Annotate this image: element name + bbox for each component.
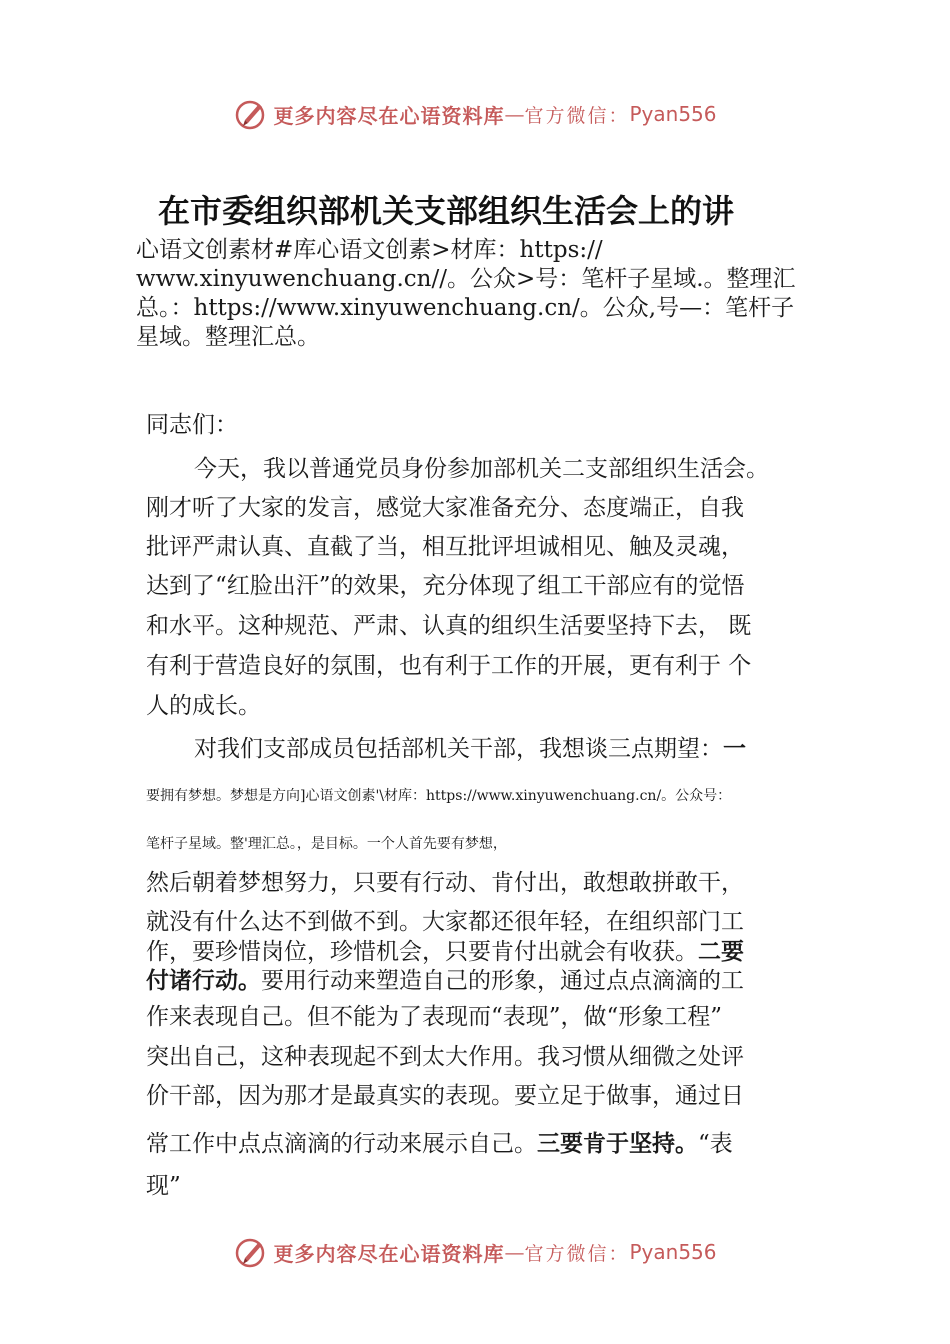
para3-line: 作来表现自己。但不能为了表现而“表现”，做“形象工程”	[146, 1004, 723, 1030]
watermark-main: 更多内容尽在心语资料库	[273, 103, 505, 128]
para3-line: 就没有什么达不到做不到。大家都还很年轻，在组织部门工	[146, 909, 744, 935]
para3-line: 价干部，因为那才是最真实的表现。要立足于做事，通过日	[146, 1083, 744, 1109]
watermark-sep: —	[504, 1240, 525, 1264]
para1-line: 批评严肃认真、直截了当，相互批评坦诚相见、触及灵魂，	[146, 534, 744, 560]
document-title: 在市委组织部机关支部组织生活会上的讲	[158, 192, 735, 230]
para2-intro: 对我们支部成员包括部机关干部，我想谈三点期望：	[194, 736, 723, 762]
salutation: 同志们：	[146, 412, 238, 438]
source-line: 心语文创素材#库心语文创素>材库：https://	[136, 237, 603, 263]
para3-line	[146, 962, 744, 995]
para1-line: 人的成长。	[146, 693, 261, 719]
watermark-sep: —	[504, 102, 525, 126]
para3-bold-action: 付诸行动。	[146, 968, 261, 994]
pen-logo-icon	[233, 96, 269, 132]
para3-line: 然后朝着梦想努力，只要有行动、肯付出，敢想敢拼敢干，	[146, 870, 744, 896]
final-line: 现”	[146, 1173, 181, 1199]
watermark-footer	[0, 1232, 950, 1272]
para1-line: 和水平。这种规范、严肃、认真的组织生活要坚持下去， 既	[146, 613, 752, 639]
source-line: 星域。整理汇总。	[136, 324, 320, 350]
para2-intro-line	[194, 730, 746, 763]
watermark-label: 官方微信：	[524, 104, 630, 127]
para3-line	[146, 1125, 733, 1158]
watermark-main: 更多内容尽在心语资料库	[273, 1241, 505, 1266]
para1-line: 有利于营造良好的氛围，也有利于工作的开展，更有利于 个	[146, 653, 752, 679]
small-line: 要拥有梦想。梦想是方向]心语文创素'\材库：https://www.xinyuwenchuang.cn/。公众号：	[146, 788, 732, 804]
para1-line: 达到了“红脸出汗”的效果，充分体现了组工干部应有的觉悟	[146, 573, 745, 599]
para3-text: 要用行动来塑造自己的形象，通过点点滴滴的工	[261, 968, 744, 994]
watermark-label: 官方微信：	[524, 1242, 630, 1265]
para3-text: 作，要珍惜岗位，珍惜机会，只要肯付出就会有收获。	[146, 939, 698, 965]
para1-line: 刚才听了大家的发言，感觉大家准备充分、态度端正，自我	[146, 495, 744, 521]
pen-logo-icon	[233, 1234, 269, 1270]
para3-line: 突出自己，这种表现起不到太大作用。我习惯从细微之处评	[146, 1044, 744, 1070]
source-notice	[136, 236, 836, 352]
para1-line: 今天，我以普通党员身份参加部机关二支部组织生活会。	[194, 456, 769, 482]
source-line: 总。：https://www.xinyuwenchuang.cn/。公众,号—：笔杆子	[136, 295, 795, 321]
source-line: www.xinyuwenchuang.cn//。公众>号：笔杆子星域.。整理汇	[136, 266, 796, 292]
watermark-id: Pyan556	[629, 1240, 717, 1264]
small-line: 笔杆子星域。整'理汇总。，是目标。一个人首先要有梦想，	[146, 836, 507, 852]
watermark-id: Pyan556	[629, 102, 717, 126]
para3-tail: “表	[698, 1131, 733, 1157]
para3-bold-three: 三要肯于坚持。	[537, 1131, 698, 1157]
para3-text: 常工作中点点滴滴的行动来展示自己。	[146, 1131, 537, 1157]
para3-bold-two: 二要	[698, 939, 744, 965]
watermark-header	[0, 94, 950, 134]
para2-bold-one: 一	[723, 736, 746, 762]
